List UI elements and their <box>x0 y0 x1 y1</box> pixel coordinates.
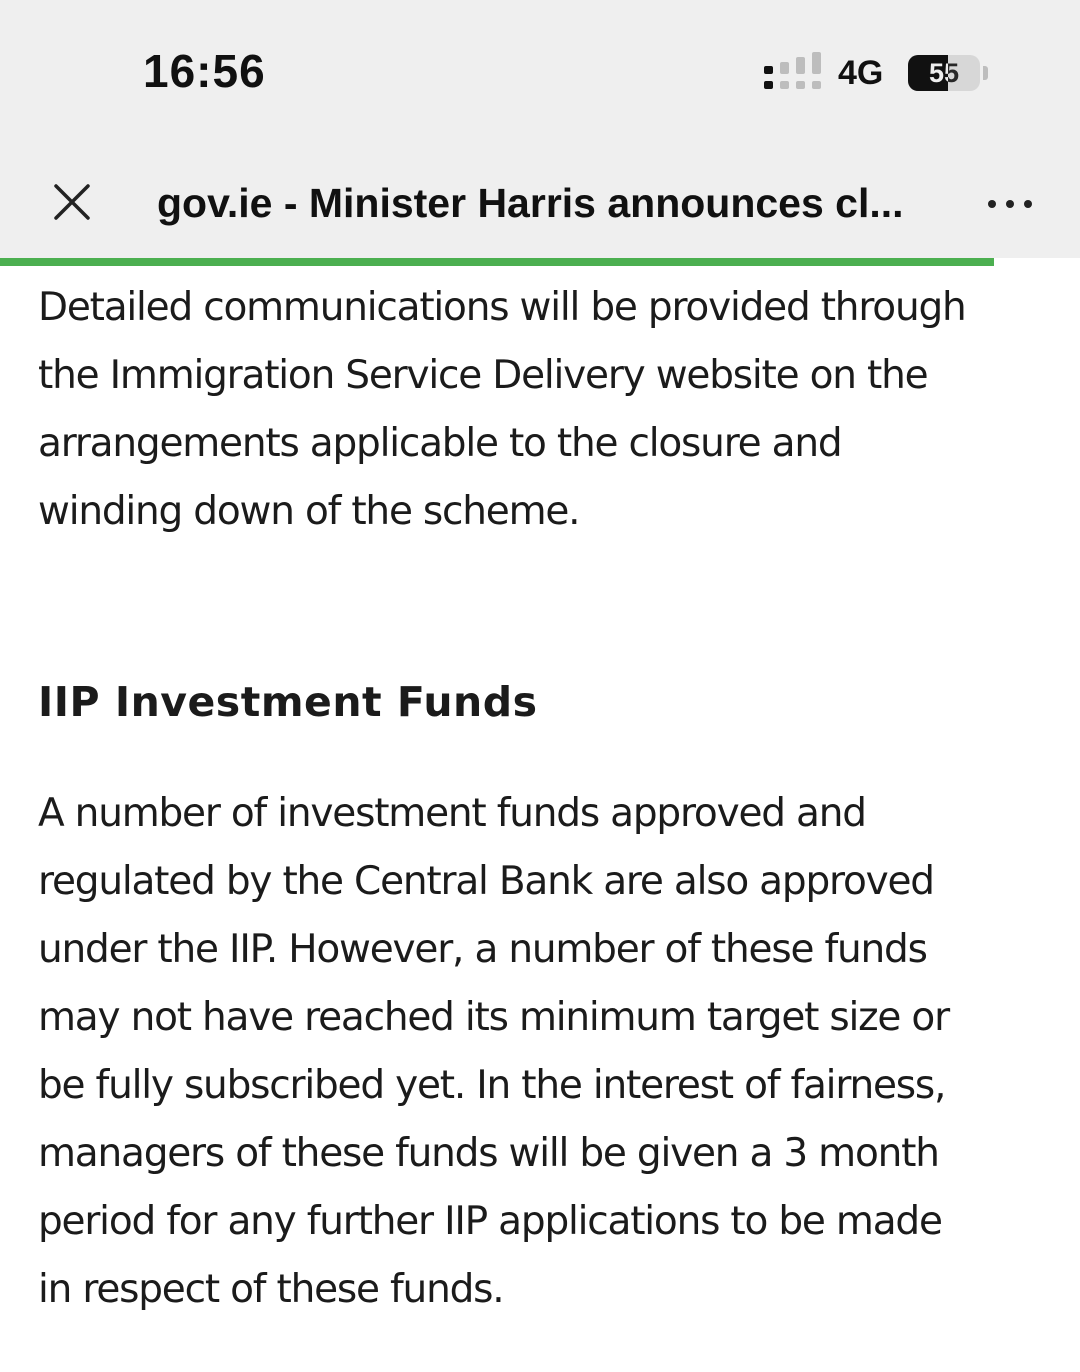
paragraph-line: in respect of these funds. <box>38 1267 504 1312</box>
paragraph-line: the Immigration Service Delivery website on the <box>38 353 928 398</box>
section-heading: IIP Investment Funds <box>38 678 538 726</box>
article-content <box>38 270 1048 1324</box>
paragraph-line: period for any further IIP applications to be made <box>38 1199 942 1244</box>
page-load-progress <box>0 258 1080 266</box>
paragraph-investment-funds <box>38 780 1048 1324</box>
page-title: gov.ie - Minister Harris announces cl... <box>157 180 904 226</box>
status-time: 16:56 <box>143 45 266 97</box>
paragraph-line: regulated by the Central Bank are also approved <box>38 859 934 904</box>
page-load-progress-fill <box>0 258 994 266</box>
paragraph-communications <box>38 274 1048 546</box>
battery-tip <box>983 66 988 80</box>
top-bar <box>0 0 1080 258</box>
paragraph-line: may not have reached its minimum target size or <box>38 995 949 1040</box>
paragraph-line: winding down of the scheme. <box>38 489 580 534</box>
more-options-icon[interactable] <box>984 188 1036 220</box>
battery-level: 55 <box>928 58 960 88</box>
battery-icon <box>908 55 980 91</box>
network-type: 4G <box>838 54 884 92</box>
paragraph-line: arrangements applicable to the closure and <box>38 421 842 466</box>
paragraph-line: under the IIP. However, a number of these funds <box>38 927 927 972</box>
paragraph-line: A number of investment funds approved and <box>38 791 866 836</box>
paragraph-line: be fully subscribed yet. In the interest of fairness, <box>38 1063 946 1108</box>
signal-bars-icon <box>764 52 822 92</box>
close-icon[interactable] <box>44 176 100 232</box>
paragraph-line: Detailed communications will be provided through <box>38 285 966 330</box>
paragraph-line: managers of these funds will be given a 3 month <box>38 1131 939 1176</box>
